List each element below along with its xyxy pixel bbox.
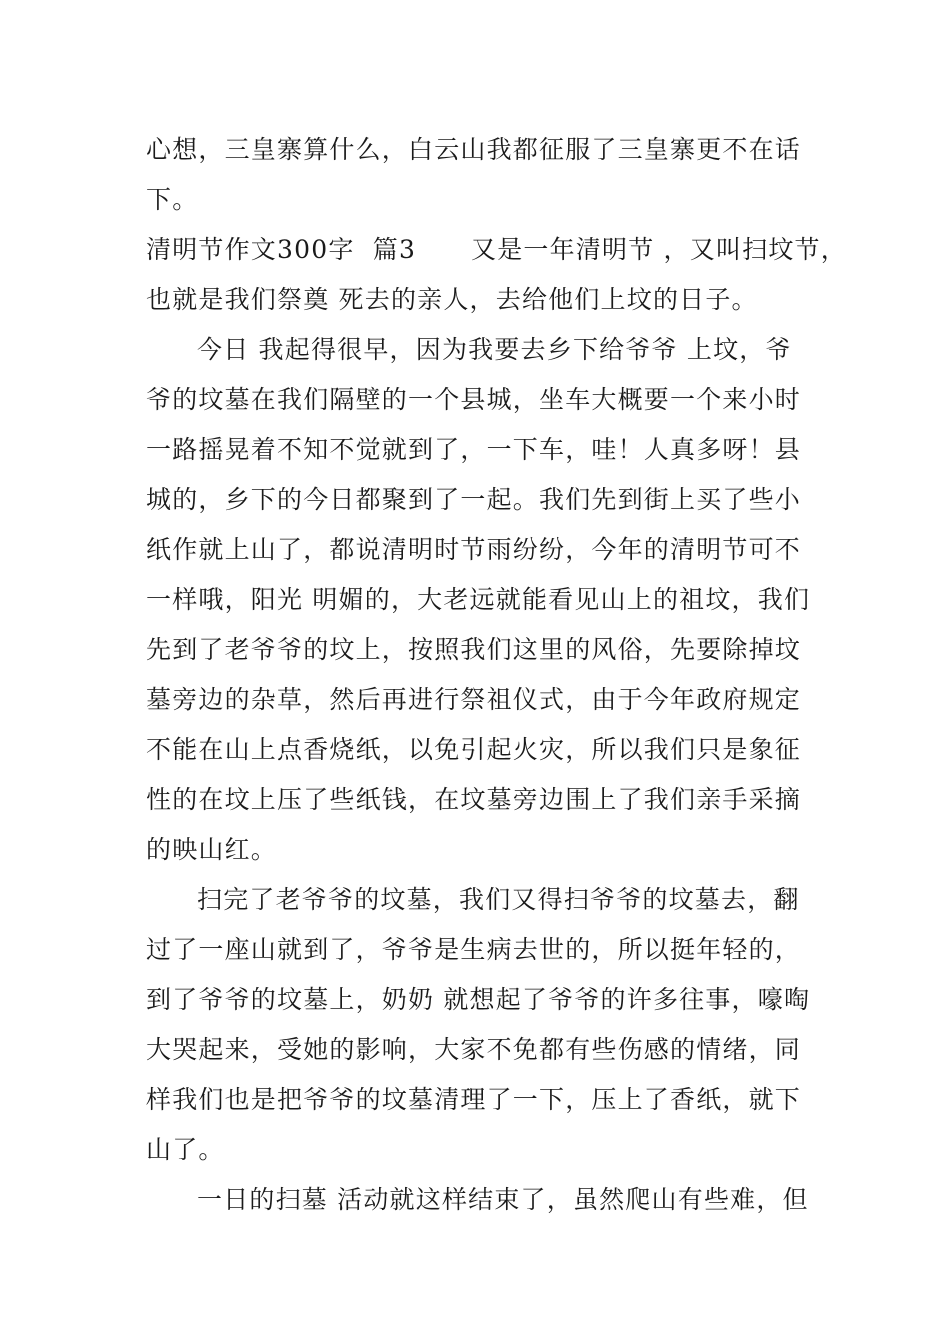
text-line: 心想，三皇寨算什么，白云山我都征服了三皇寨更不在话 <box>146 135 802 164</box>
text-line: 墓旁边的杂草，然后再进行祭祖仪式，由于今年政府规定 <box>146 685 802 714</box>
text-line: 纸作就上山了，都说清明时节雨纷纷，今年的清明节可不 <box>146 535 802 564</box>
text-line: 山了。 <box>146 1135 225 1164</box>
text-line: 一样哦，阳光 明媚的，大老远就能看见山上的祖坟，我们 <box>146 585 811 614</box>
text-line: 的映山红。 <box>146 835 278 864</box>
paragraph-first-line: 一日的扫墓 活动就这样结束了，虽然爬山有些难，但 <box>197 1185 809 1214</box>
text-line: 也就是我们祭奠 死去的亲人，去给他们上坟的日子。 <box>146 285 758 314</box>
section-heading-line: 清明节作文300字 篇3 又是一年清明节 ，又叫扫坟节， <box>146 235 847 264</box>
text-line: 先到了老爷爷的坟上，按照我们这里的风俗，先要除掉坟 <box>146 635 802 664</box>
paragraph-first-line: 扫完了老爷爷的坟墓，我们又得扫爷爷的坟墓去，翻 <box>197 885 800 914</box>
text-line: 爷的坟墓在我们隔壁的一个县城，坐车大概要一个来小时 <box>146 385 802 414</box>
text-line: 到了爷爷的坟墓上，奶奶 就想起了爷爷的许多往事，嚎啕 <box>146 985 811 1014</box>
text-line: 一路摇晃着不知不觉就到了，一下车，哇！人真多呀！县 <box>146 435 802 464</box>
text-line: 城的，乡下的今日都聚到了一起。我们先到街上买了些小 <box>146 485 802 514</box>
text-line: 大哭起来，受她的影响，大家不免都有些伤感的情绪，同 <box>146 1035 802 1064</box>
text-line: 样我们也是把爷爷的坟墓清理了一下，压上了香纸，就下 <box>146 1085 802 1114</box>
text-line: 过了一座山就到了，爷爷是生病去世的，所以挺年轻的， <box>146 935 802 964</box>
text-line: 下。 <box>146 185 199 214</box>
text-line: 不能在山上点香烧纸，以免引起火灾，所以我们只是象征 <box>146 735 802 764</box>
paragraph-first-line: 今日 我起得很早，因为我要去乡下给爷爷 上坟，爷 <box>197 335 792 364</box>
text-line: 性的在坟上压了些纸钱，在坟墓旁边围上了我们亲手采摘 <box>146 785 802 814</box>
